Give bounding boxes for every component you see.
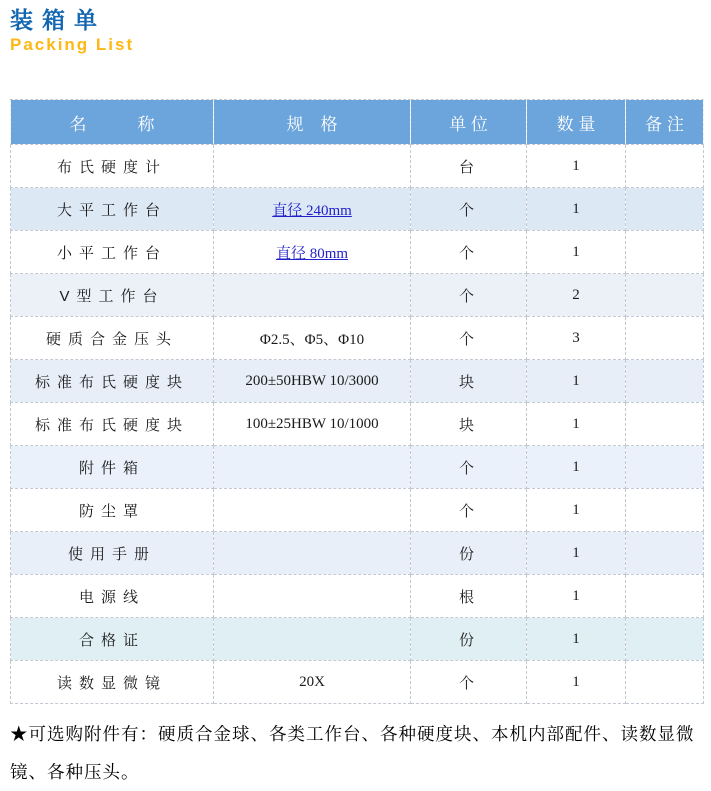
item-spec-cell: 100±25HBW 10/1000 [214,403,411,446]
item-remark-cell [626,360,704,403]
item-remark-cell [626,231,704,274]
item-name-cell: 标准布氏硬度块 [11,403,214,446]
table-row [11,575,704,618]
table-row [11,661,704,704]
page-subtitle: Packing List [10,35,135,54]
item-name-cell: 布氏硬度计 [11,145,214,188]
item-remark-cell [626,618,704,661]
item-spec-cell [214,231,411,274]
packing-table [10,99,704,704]
item-qty-cell: 1 [527,446,626,489]
item-unit-cell: 个 [411,661,527,704]
item-qty-cell: 2 [527,274,626,317]
item-spec-cell: 200±50HBW 10/3000 [214,360,411,403]
item-unit-cell: 块 [411,360,527,403]
table-row [11,231,704,274]
item-name-cell: 使用手册 [11,532,214,575]
item-spec-cell [214,575,411,618]
table-row [11,403,704,446]
item-spec-cell: 20X [214,661,411,704]
item-qty-cell: 1 [527,618,626,661]
header-name: 名 称 [11,100,214,145]
item-qty-cell: 3 [527,317,626,360]
item-remark-cell [626,489,704,532]
item-remark-cell [626,403,704,446]
table-row [11,274,704,317]
item-unit-cell: 个 [411,231,527,274]
table-row [11,489,704,532]
item-spec-cell [214,532,411,575]
item-name-cell: 标准布氏硬度块 [11,360,214,403]
item-name-cell: V型工作台 [11,274,214,317]
item-unit-cell: 个 [411,446,527,489]
optional-accessories-note: ★可选购附件有：硬质合金球、各类工作台、各种硬度块、本机内部配件、读数显微镜、各种压头。 [10,724,695,782]
item-spec-cell [214,145,411,188]
table-row [11,317,704,360]
item-name-cell: 附件箱 [11,446,214,489]
item-qty-cell: 1 [527,575,626,618]
item-remark-cell [626,145,704,188]
page-title: 装箱单 [10,7,106,33]
item-remark-cell [626,188,704,231]
spec-link[interactable]: 直径 240mm [272,202,352,219]
table-row [11,446,704,489]
item-spec-cell [214,188,411,231]
item-remark-cell [626,446,704,489]
spec-link[interactable]: 直径 80mm [275,245,349,262]
item-qty-cell: 1 [527,145,626,188]
item-name-cell: 读数显微镜 [11,661,214,704]
table-row [11,360,704,403]
item-remark-cell [626,661,704,704]
item-remark-cell [626,532,704,575]
item-qty-cell: 1 [527,489,626,532]
item-name-cell: 合格证 [11,618,214,661]
item-name-cell: 硬质合金压头 [11,317,214,360]
table-header-row [11,100,704,145]
header-unit: 单 位 [411,100,527,145]
header-remark: 备 注 [626,100,704,145]
item-remark-cell [626,317,704,360]
item-qty-cell: 1 [527,403,626,446]
header-spec: 规 格 [214,100,411,145]
table-row [11,145,704,188]
table-row [11,532,704,575]
item-name-cell: 大平工作台 [11,188,214,231]
item-name-cell: 防尘罩 [11,489,214,532]
item-unit-cell: 块 [411,403,527,446]
table-row [11,618,704,661]
item-unit-cell: 根 [411,575,527,618]
item-unit-cell: 个 [411,489,527,532]
item-unit-cell: 个 [411,317,527,360]
item-unit-cell: 个 [411,188,527,231]
item-spec-cell [214,274,411,317]
item-spec-cell [214,489,411,532]
table-row [11,188,704,231]
item-qty-cell: 1 [527,661,626,704]
item-unit-cell: 台 [411,145,527,188]
item-spec-cell [214,446,411,489]
item-unit-cell: 份 [411,618,527,661]
item-qty-cell: 1 [527,188,626,231]
item-remark-cell [626,575,704,618]
item-unit-cell: 份 [411,532,527,575]
item-unit-cell: 个 [411,274,527,317]
item-remark-cell [626,274,704,317]
item-qty-cell: 1 [527,231,626,274]
header-qty: 数 量 [527,100,626,145]
item-spec-cell [214,618,411,661]
item-spec-cell: Φ2.5、Φ5、Φ10 [214,317,411,360]
item-name-cell: 电源线 [11,575,214,618]
item-name-cell: 小平工作台 [11,231,214,274]
item-qty-cell: 1 [527,532,626,575]
item-qty-cell: 1 [527,360,626,403]
